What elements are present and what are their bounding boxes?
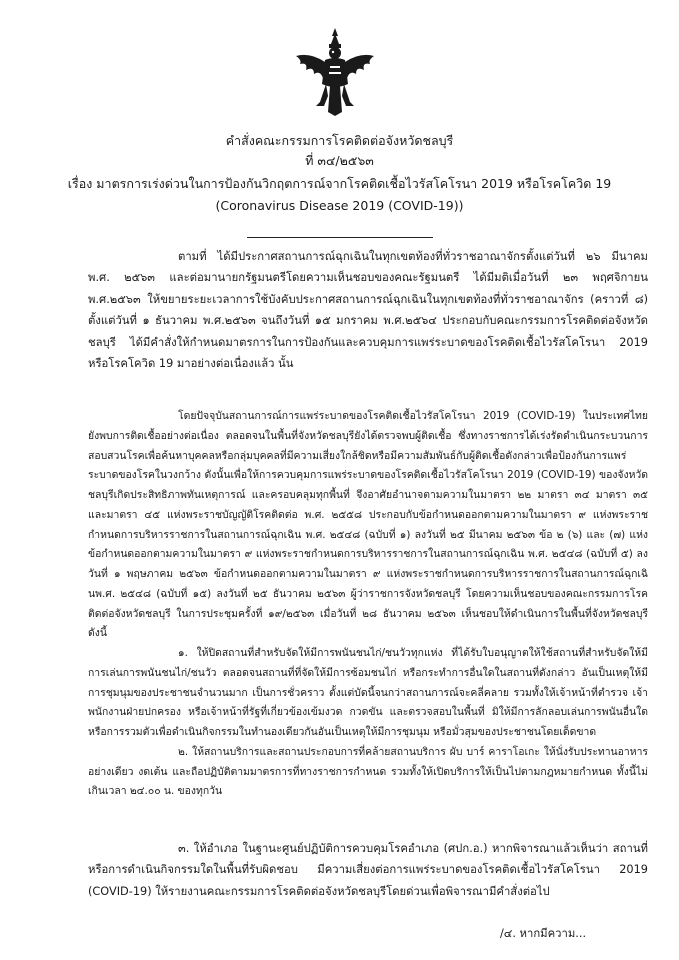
garuda-emblem-icon xyxy=(292,26,378,118)
order-subject: เรื่อง มาตรการเร่งด่วนในการป้องกันวิกฤตการณ์จากโรคติดเชื้อไวรัสโคโรนา 2019 หรือโรคโควิด 19 xyxy=(67,176,612,191)
measure-item-1: ๑. ให้ปิดสถานที่สำหรับจัดให้มีการพนันชนไก่/ชนวัวทุกแห่ง ที่ได้รับใบอนุญาตให้ใช้สถานที่สำหรับจัดให้มีการเล่นการพนันชนไก่/ชนวัว ตลอดจนสถานที่ที่จัดให้มีการซ้อมชนไก่ หรือกระทำการอื่นใดในสถานที่ดังกล่าว อันเป็นเหตุให้มีการชุมนุมของประชาชนจำนวนมาก เป็นการชั่วคราว ตั้งแต่บัดนี้จนกว่าสถานการณ์จะคลี่คลาย รวมทั้งให้เจ้าหน้าที่ตำรวจ เจ้าพนักงานฝ่ายปกครอง หรือเจ้าหน้าที่รัฐที่เกี่ยวข้องเข้มงวด กวดขัน และตรวจสอบในพื้นที่ มิให้มีการลักลอบเล่นการพนันอื่นใด หรือการรวมตัวเพื่อดำเนินกิจกรรมในทำนองเดียวกันอันเป็นเหตุให้มีการชุมนุม หรือมั่วสุมของประชาชนโดยเด็ดขาด xyxy=(88,647,648,738)
paragraph-2-text: โดยปัจจุบันสถานการณ์การแพร่ระบาดของโรคติดเชื้อไวรัสโคโรนา 2019 (COVID-19) ในประเทศไทย ยังพบการติดเชื้ออย่างต่อเนื่อง ตลอดจนในพื้นที่จังหวัดชลบุรียังได้ตรวจพบผู้ติดเชื้อ ซึ่งทางราชการได้เร่งรัดดำเนินกระบวนการสอบสวนโรคเพื่อค้นหาบุคคลหรือกลุ่มบุคคลที่มีความเสี่ยงใกล้ชิดหรือมีความสัมพันธ์กับผู้ติดเชื้อดังกล่าวเพื่อป้องกันการแพร่ระบาดของโรคในวงกว้าง ดังนั้นเพื่อให้การควบคุมการแพร่ระบาดของโรคติดเชื้อไวรัสโคโรนา 2019 (COVID-19) ของจังหวัดชลบุรีเกิดประสิทธิภาพทันเหตุการณ์ และครอบคลุมทุกพื้นที่ จึงอาศัยอำนาจตามความในมาตรา ๒๒ มาตรา ๓๔ มาตรา ๓๕ และมาตรา ๔๕ แห่งพระราชบัญญัติโรคติดต่อ พ.ศ. ๒๕๕๘ ประกอบกับข้อกำหนดออกตามความในมาตรา ๙ แห่งพระราชกำหนดการบริหารราชการในสถานการณ์ฉุกเฉิน พ.ศ. ๒๕๔๘ (ฉบับที่ ๑) ลงวันที่ ๒๕ มีนาคม ๒๕๖๓ ข้อ ๒ (๖) และ (๗) แห่งข้อกำหนดออกตามความในมาตรา ๙ แห่งพระราชกำหนดการบริหารราชการในสถานการณ์ฉุกเฉิน พ.ศ. ๒๕๔๘ (ฉบับที่ ๕) ลงวันที่ ๑ พฤษภาคม ๒๕๖๓ ข้อกำหนดออกตามความในมาตรา ๙ แห่งพระราชกำหนดการบริหารราชการในสถานการณ์ฉุกเฉินพ.ศ. ๒๕๔๘ (ฉบับที่ ๑๕) ลงวันที่ ๒๕ ธันวาคม ๒๕๖๓ ผู้ว่าราชการจังหวัดชลบุรี โดยความเห็นชอบของคณะกรรมการโรคติดต่อจังหวัดชลบุรี ในการประชุมครั้งที่ ๑๙/๒๕๖๓ เมื่อวันที่ ๒๘ ธันวาคม ๒๕๖๓ เห็นชอบให้ดำเนินการในพื้นที่จังหวัดชลบุรี ดังนี้ xyxy=(88,410,648,640)
paragraph-1 xyxy=(88,246,648,374)
order-number: ที่ ๓๔/๒๕๖๓ xyxy=(305,153,374,168)
measure-item-2: ๒. ให้สถานบริการและสถานประกอบการที่คล้ายสถานบริการ ผับ บาร์ คาราโอเกะ ให้นั่งรับประทานอาหารอย่างเดียว งดเต้น และถือปฏิบัติตามมาตรการที่ทางราชการกำหนด รวมทั้งให้เปิดบริการให้เป็นไปตามกฎหมายกำหนด ทั้งนี้ไม่เกินเวลา ๒๔.๐๐ น. ของทุกวัน xyxy=(88,745,648,798)
issuing-organization: คำสั่งคณะกรรมการโรคติดต่อจังหวัดชลบุรี xyxy=(225,133,454,148)
subject-english: (Coronavirus Disease 2019 (COVID-19)) xyxy=(215,198,464,213)
continuation-marker: /๔. หากมีความ... xyxy=(500,927,587,940)
paragraph-3 xyxy=(88,838,648,902)
paragraph-2 xyxy=(88,407,648,802)
paragraph-1-text: ตามที่ ได้มีประกาศสถานการณ์ฉุกเฉินในทุกเขตท้องที่ทั่วราชอาณาจักรตั้งแต่วันที่ ๒๖ มีนาคม พ.ศ. ๒๕๖๓ และต่อมานายกรัฐมนตรีโดยความเห็นชอบของคณะรัฐมนตรี ได้มีมติเมื่อวันที่ ๒๓ พฤศจิกายน พ.ศ.๒๕๖๓ ให้ขยายระยะเวลาการใช้บังคับประกาศสถานการณ์ฉุกเฉินในทุกเขตท้องที่ทั่วราชอาณาจักร (คราวที่ ๘) ตั้งแต่วันที่ ๑ ธันวาคม พ.ศ.๒๕๖๓ จนถึงวันที่ ๑๕ มกราคม พ.ศ.๒๕๖๔ ประกอบกับคณะกรรมการโรคติดต่อจังหวัดชลบุรี ได้มีคำสั่งให้กำหนดมาตรการในการป้องกันและควบคุมการแพร่ระบาดของโรคติดเชื้อไวรัสโคโรนา 2019 หรือโรคโควิด 19 มาอย่างต่อเนื่องแล้ว นั้น xyxy=(88,250,648,371)
header-divider xyxy=(247,237,433,238)
measure-item-3: ๓. ให้อำเภอ ในฐานะศูนย์ปฏิบัติการควบคุมโรคอำเภอ (ศปก.อ.) หากพิจารณาแล้วเห็นว่า สถานที่ หรือการดำเนินกิจกรรมใดในพื้นที่รับผิดชอบ มีความเสี่ยงต่อการแพร่ระบาดของโรคติดเชื้อไวรัสโคโรนา 2019 (COVID-19) ให้รายงานคณะกรรมการโรคติดต่อจังหวัดชลบุรีโดยด่วนเพื่อพิจารณามีคำสั่งต่อไป xyxy=(88,842,648,898)
